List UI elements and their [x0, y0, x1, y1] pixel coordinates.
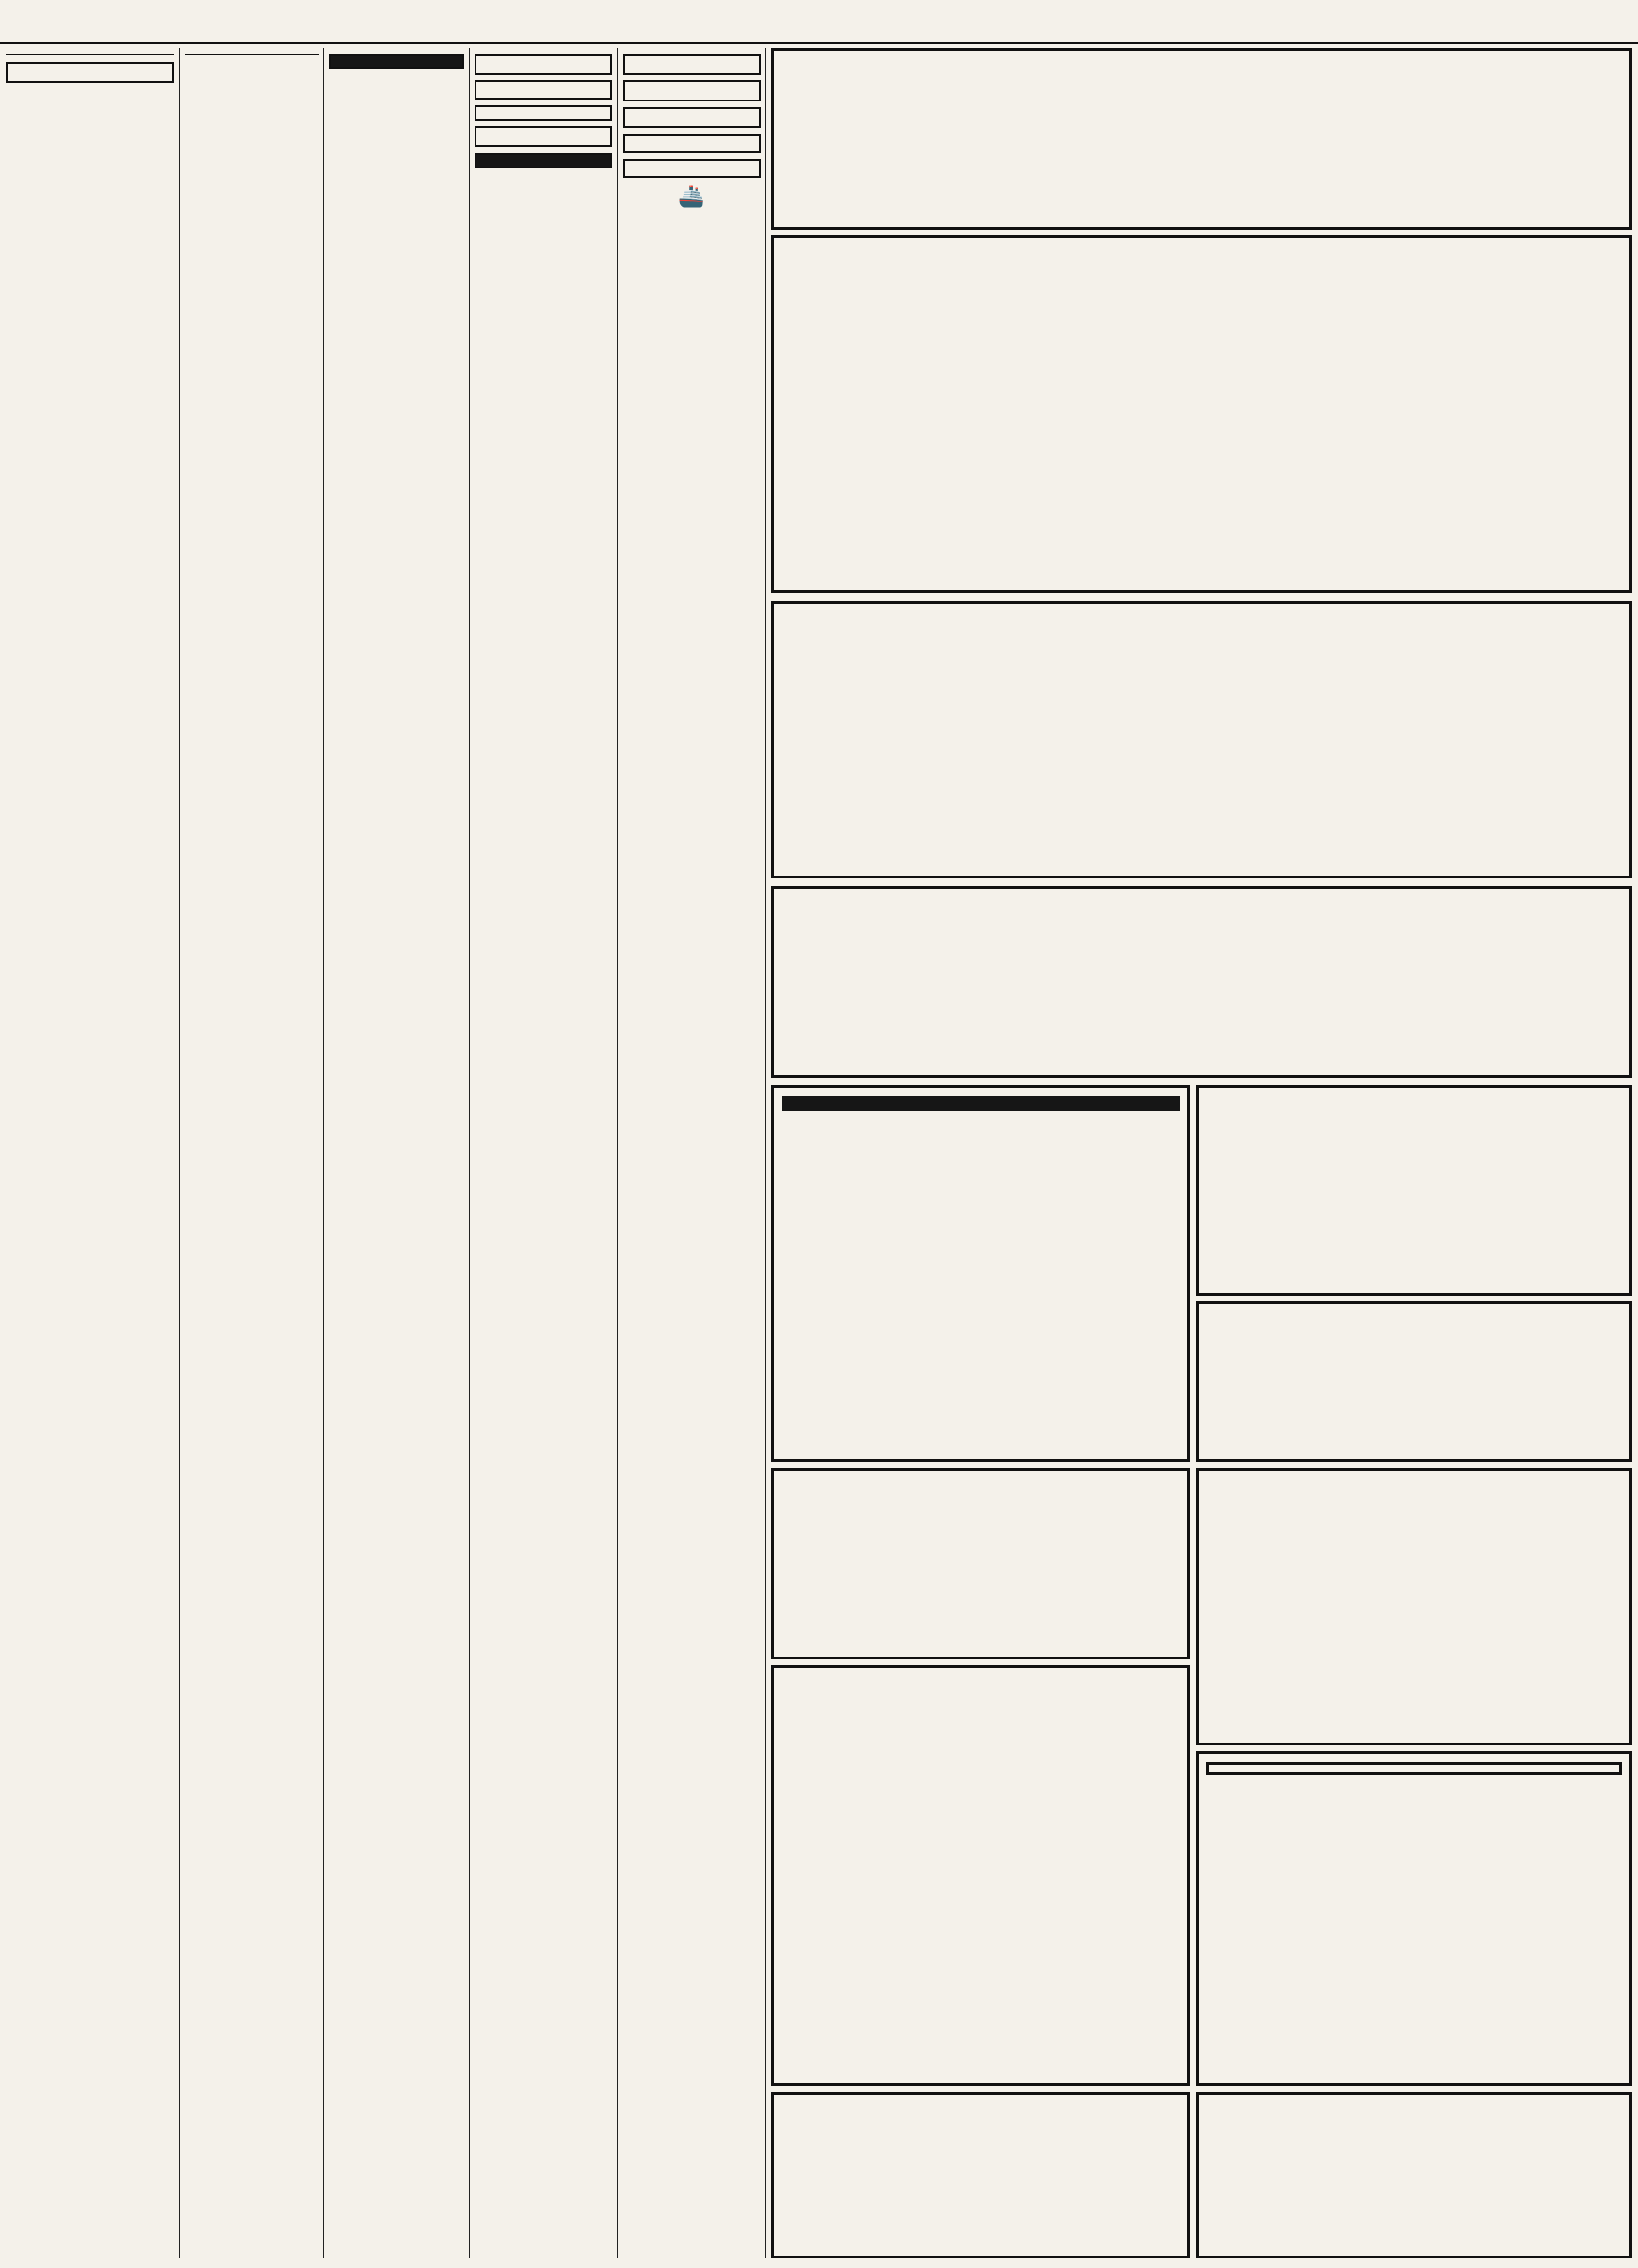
page-header: [0, 0, 1638, 44]
policlinica-ad: [475, 80, 612, 100]
sic-ad: [475, 105, 612, 121]
column-4: [475, 48, 612, 2258]
column-rule: [323, 48, 324, 2258]
casa-bancaria-ad: [1196, 1301, 1632, 1462]
ad-title: [1206, 1762, 1622, 1775]
nacional-ad: [623, 54, 761, 75]
ship-icon: 🚢: [678, 185, 705, 209]
ad-brand: [782, 1096, 1180, 1111]
column-rule: [179, 48, 180, 2258]
machado-ad: [1196, 2092, 1632, 2258]
sapataria-ad: [771, 1468, 1190, 1659]
ouro-correia-ad: [1196, 1751, 1632, 2086]
column-rule: [469, 48, 470, 2258]
gama-ad: [771, 1085, 1190, 1462]
ouro-paiva-ad: [1196, 1468, 1632, 1745]
column-rule: [765, 48, 766, 2258]
lamego-ad: [475, 126, 612, 147]
divider: [185, 54, 319, 55]
column-3: [329, 48, 464, 2258]
salao-central-ad: [623, 134, 761, 153]
mobilias-ad: [771, 886, 1632, 1078]
felgueira-ad: [771, 1665, 1190, 2086]
foz-ad: [475, 54, 612, 75]
column-2: [185, 48, 319, 2258]
collares-ad: [6, 62, 174, 83]
colares-ad: [771, 235, 1632, 593]
formosinho-ad: [771, 601, 1632, 878]
trindade-ad: [623, 107, 761, 128]
divider: [6, 54, 174, 55]
berlitz-ad: [1196, 1085, 1632, 1296]
simoes-canetas-ad: [771, 2092, 1190, 2258]
armazem-ad: [623, 159, 761, 178]
column-rule: [617, 48, 618, 2258]
section-title: [329, 54, 464, 69]
avenida-ad: [623, 80, 761, 101]
column-5: [623, 48, 761, 2258]
column-1: [6, 48, 174, 2258]
ad-title: [475, 153, 612, 168]
caldellas-ad: [771, 48, 1632, 230]
